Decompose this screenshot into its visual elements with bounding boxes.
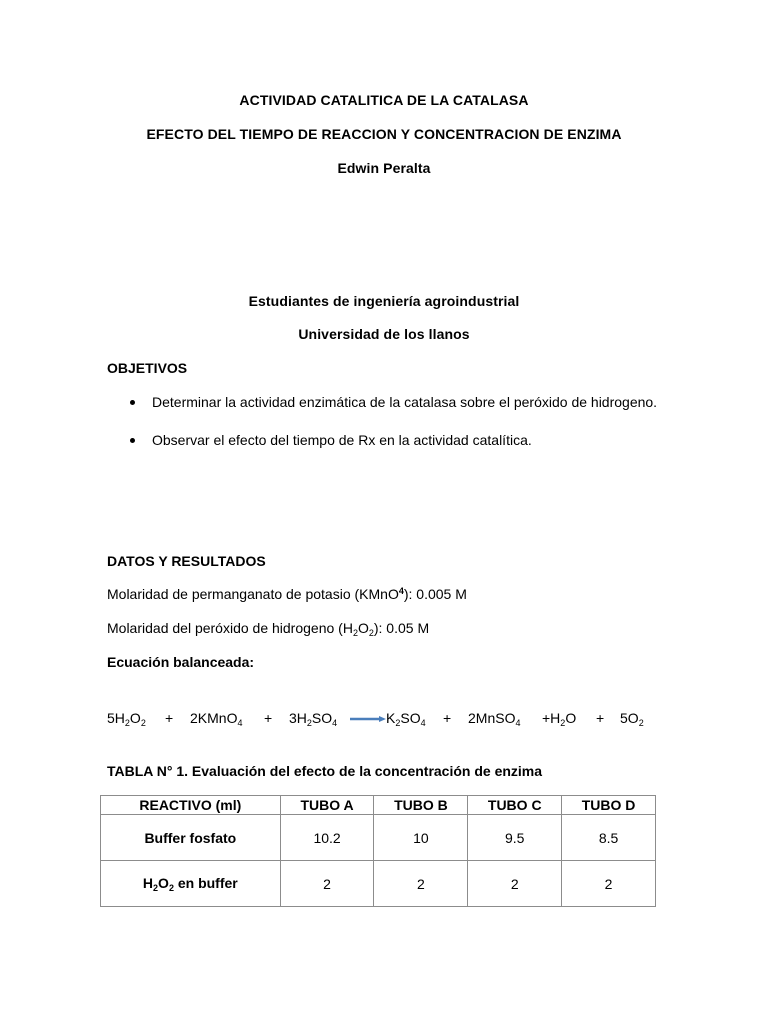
reaction-arrow-icon <box>350 716 386 722</box>
column-header: TUBO B <box>374 796 468 815</box>
table-cell: 8.5 <box>562 815 656 861</box>
table-cell: 10.2 <box>280 815 374 861</box>
affiliation-university: Universidad de los llanos <box>298 326 470 342</box>
column-header: TUBO A <box>280 796 374 815</box>
objetivo-item: Observar el efecto del tiempo de Rx en la actividad catalítica. <box>130 429 660 451</box>
enzyme-concentration-table <box>100 795 656 907</box>
plus-sign: + <box>596 710 605 726</box>
table-cell: 9.5 <box>468 815 562 861</box>
table-cell: 10 <box>374 815 468 861</box>
product-k2so4: $K_2SO_4$ <box>386 710 426 728</box>
product-mnso4: 2MnSO$_4$ <box>468 710 521 728</box>
arrow-head <box>379 716 386 722</box>
table-row <box>101 815 656 861</box>
reactant-kmno4: 2KMnO$_4$ <box>190 710 243 728</box>
column-header: REACTIVO (ml) <box>101 796 281 815</box>
reactant-h2o2: $5H_2O_2$ <box>107 710 146 728</box>
reactant-h2so4: $3H_2SO_4$ <box>289 710 338 728</box>
document-subtitle: EFECTO DEL TIEMPO DE REACCION Y CONCENTRACION DE ENZIMA <box>146 126 622 142</box>
table-caption: TABLA N° 1. Evaluación del efecto de la concentración de enzima <box>107 763 543 779</box>
table-cell: 2 <box>562 861 656 907</box>
datos-heading: DATOS Y RESULTADOS <box>107 553 266 569</box>
kmno4-molarity: Molaridad de permanganato de potasio (KMnO$^4$): 0.005 M <box>107 586 467 602</box>
author-name: Edwin Peralta <box>337 160 431 176</box>
objetivo-item: Determinar la actividad enzimática de la catalasa sobre el peróxido de hidrogeno. <box>130 391 660 413</box>
table-cell: 2 <box>280 861 374 907</box>
row-label: Buffer fosfato <box>101 815 281 861</box>
table-row <box>101 861 656 907</box>
column-header: TUBO C <box>468 796 562 815</box>
document-title: ACTIVIDAD CATALITICA DE LA CATALASA <box>239 92 529 108</box>
table-cell: 2 <box>374 861 468 907</box>
table-cell: 2 <box>468 861 562 907</box>
plus-sign: + <box>443 710 452 726</box>
row-label: $H_2O_2$ en buffer <box>101 861 281 907</box>
objetivos-list <box>130 391 660 451</box>
column-header: TUBO D <box>562 796 656 815</box>
product-h2o: $+H_2O$ <box>542 710 577 728</box>
plus-sign: + <box>165 710 174 726</box>
objetivos-heading: OBJETIVOS <box>107 360 188 376</box>
h2o2-molarity: Molaridad del peróxido de hidrogeno $(H_2O_2)$: 0.05 M <box>107 620 430 638</box>
plus-sign: + <box>264 710 273 726</box>
table-header-row <box>101 796 656 815</box>
affiliation-program: Estudiantes de ingeniería agroindustrial <box>248 293 520 309</box>
product-o2: $5O_2$ <box>620 710 644 728</box>
equation-heading: Ecuación balanceada: <box>107 654 255 670</box>
